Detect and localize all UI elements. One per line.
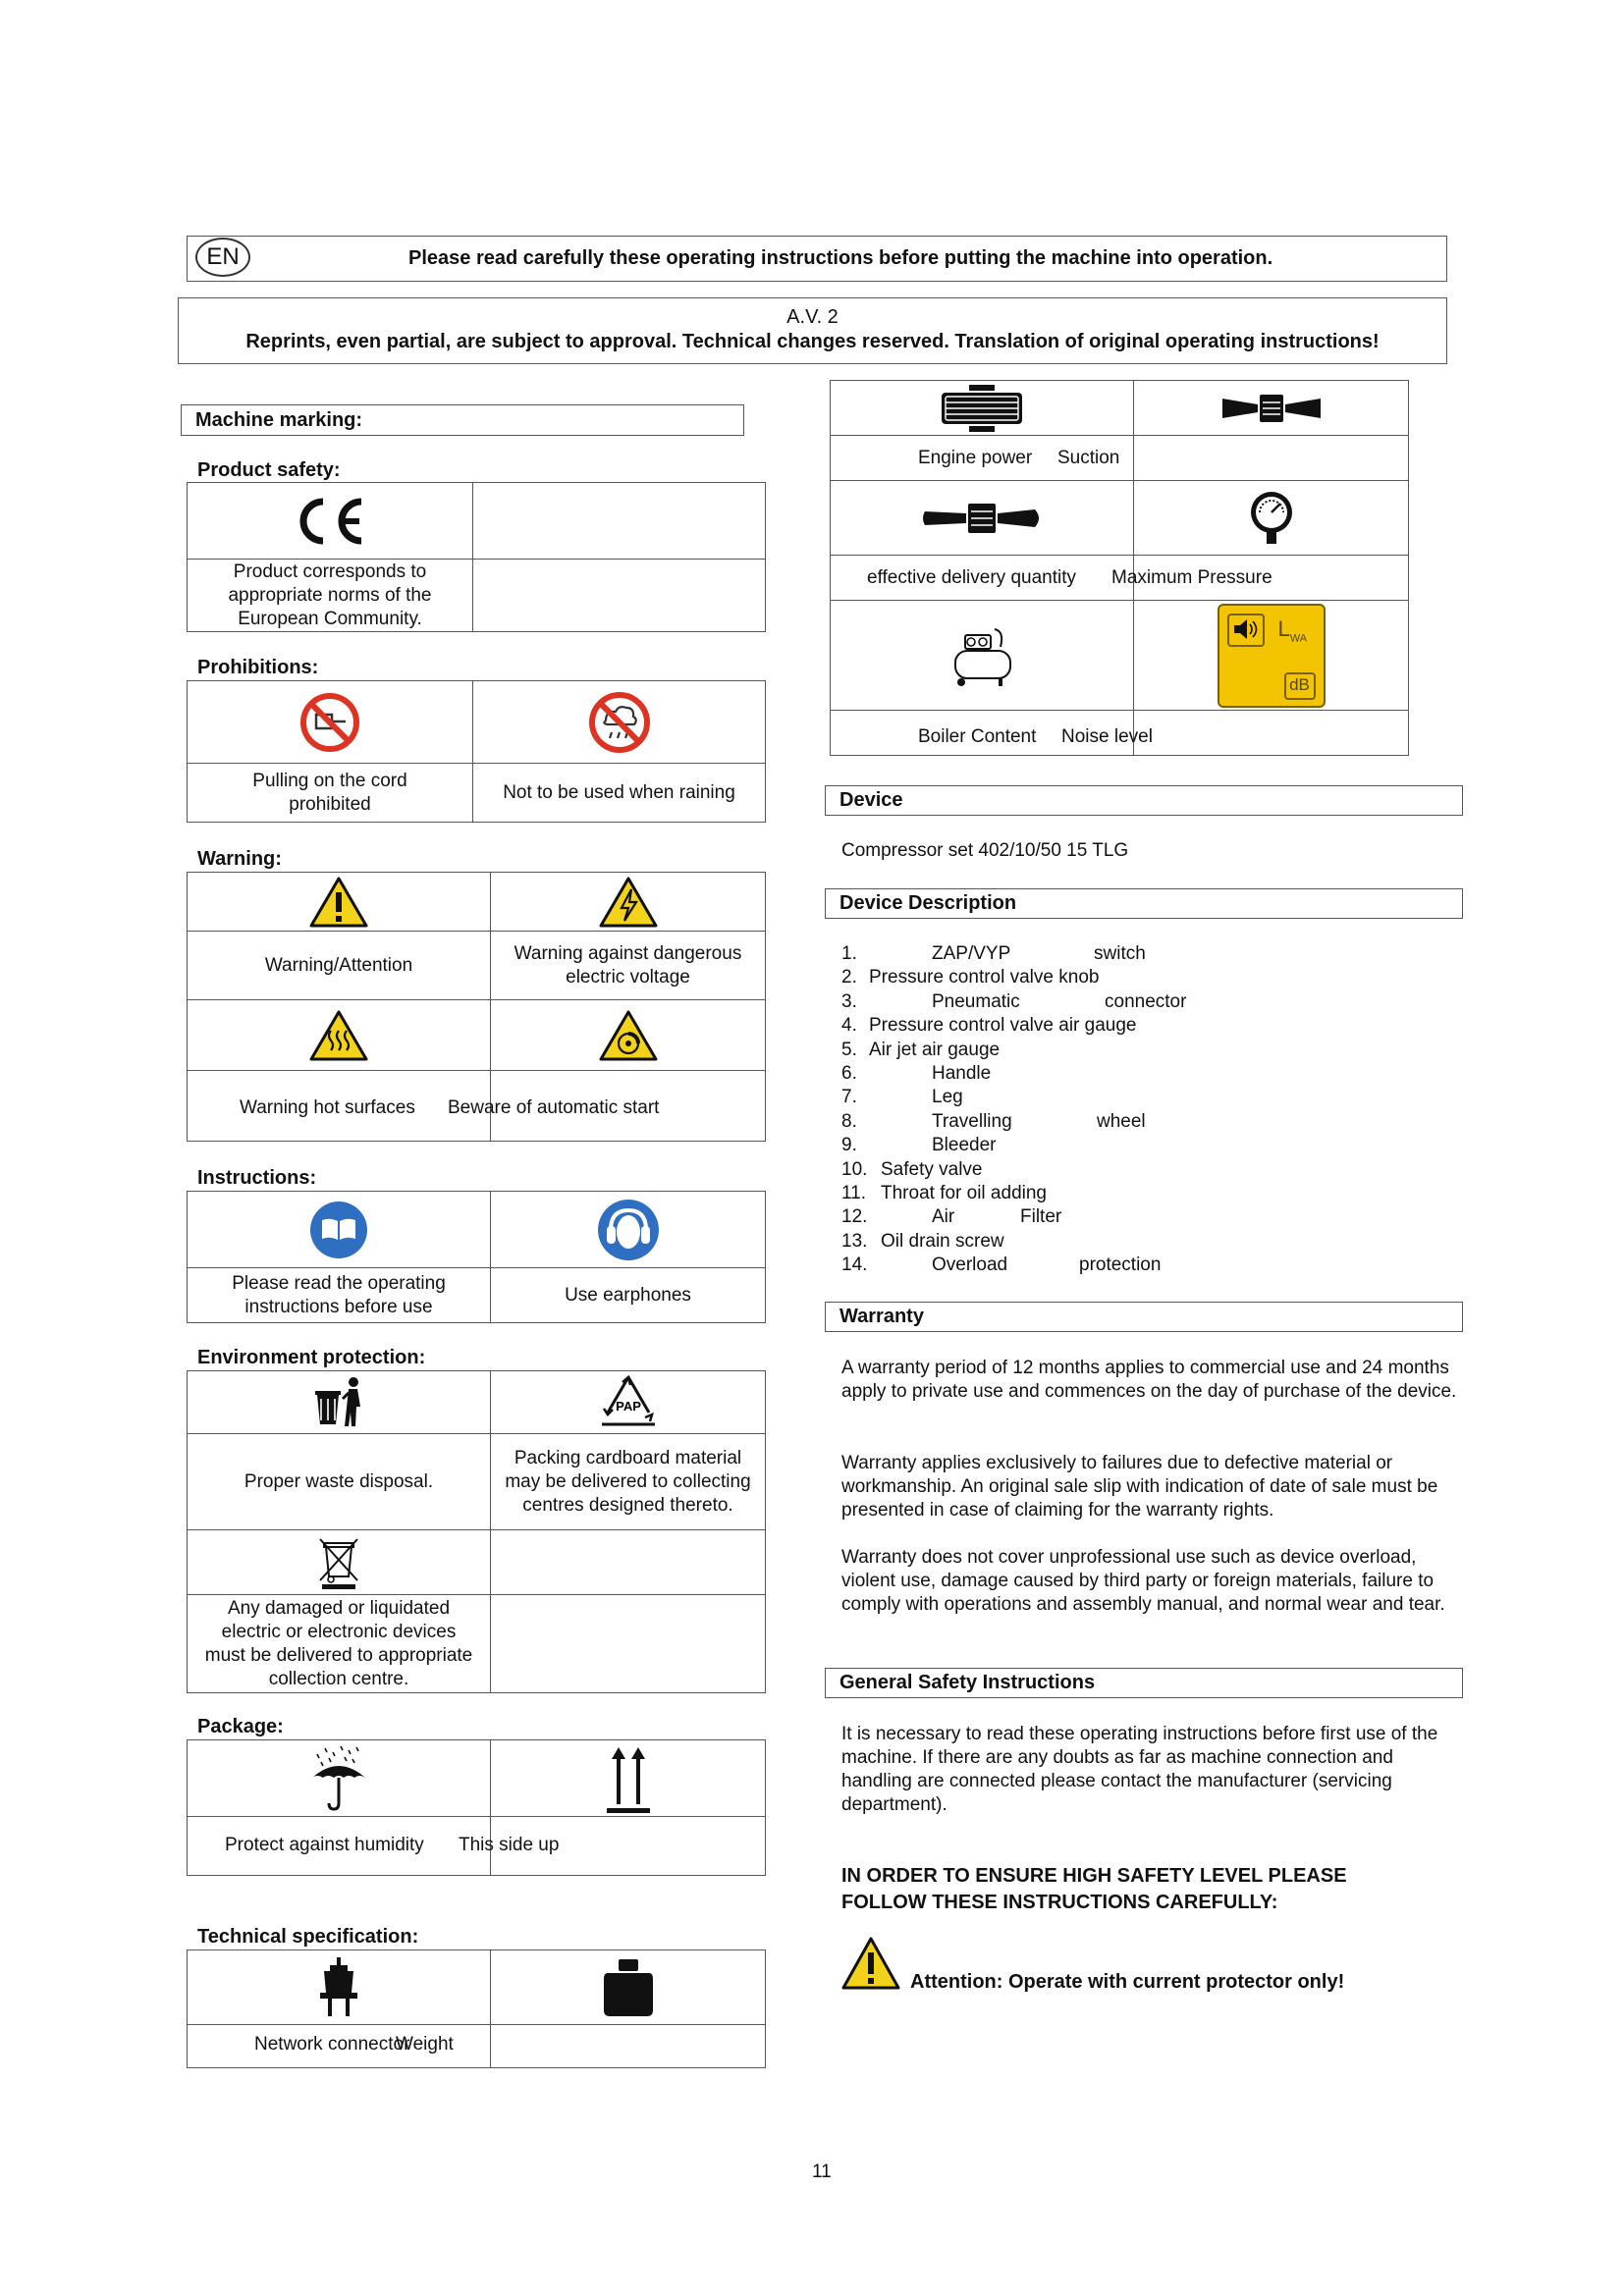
weight-icon <box>602 1957 655 2018</box>
device-part-item <box>841 1230 1431 1254</box>
ear-protection-icon <box>597 1199 660 1261</box>
plug-icon-cell <box>188 1950 491 2025</box>
noise-icon-cell <box>1134 601 1409 711</box>
attention-warning-icon <box>840 1936 901 1991</box>
environment-table <box>187 1370 766 1693</box>
ce-text: Product corresponds to appropriate norms of the European Community. <box>188 560 473 632</box>
device-description-bar: Device Description <box>825 888 1463 919</box>
device-part-name: Throat for oil adding <box>881 1182 1047 1203</box>
delivery-quantity-icon <box>923 498 1041 539</box>
electronic-text: Any damaged or liquidated electric or electronic devices must be delivered to appropriate collection centre. <box>188 1595 491 1693</box>
network-plug-icon <box>316 1957 361 2018</box>
suction-text: Suction <box>1057 448 1120 468</box>
engine-power-icon <box>940 383 1024 434</box>
device-part-name: Air jet air gauge <box>869 1039 1001 1060</box>
no-rain-icon <box>588 691 651 754</box>
device-part-name-suffix: connector <box>1105 990 1187 1012</box>
prohibitions-title: Prohibitions: <box>197 657 319 678</box>
device-part-item <box>841 1086 1431 1109</box>
boiler-tank-icon <box>947 623 1016 688</box>
pressure-gauge-icon <box>1249 491 1294 546</box>
device-part-name: Overload <box>932 1255 1008 1276</box>
read-notice: Please read carefully these operating instructions before putting the machine into operation. <box>408 247 1273 269</box>
general-safety-paragraph: It is necessary to read these operating instructions before first use of the machine. If there are any doubts as far as machine connection and handling are connected please contact the manufacturer (servicing department). <box>841 1724 1438 1815</box>
suction-icon-cell <box>1134 381 1409 436</box>
device-part-item <box>841 1134 1431 1157</box>
warranty-paragraph-3: Warranty does not cover unprofessional use such as device overload, violent use, damage caused by third party or foreign materials, failure to comply with operations and assembly manual, and normal wear and tear. <box>841 1547 1445 1615</box>
pap-label: PAP <box>615 1398 641 1414</box>
safety-caps-notice: IN ORDER TO ENSURE HIGH SAFETY LEVEL PLEASE FOLLOW THESE INSTRUCTIONS CAREFULLY: <box>841 1865 1347 1913</box>
this-side-up-icon <box>603 1741 654 1816</box>
boiler-text: Boiler Content <box>918 726 1037 747</box>
instructions-table <box>187 1191 766 1323</box>
lwa-label: $L_{WA}$ <box>1277 615 1308 644</box>
auto-start-text: Beware of automatic start <box>448 1097 660 1118</box>
reprints-notice-box <box>178 297 1447 364</box>
product-safety-table <box>187 482 766 632</box>
device-part-item <box>841 1254 1431 1277</box>
electric-voltage-icon <box>598 876 659 929</box>
weight-icon-cell <box>491 1950 766 2025</box>
product-safety-title: Product safety: <box>197 459 341 481</box>
warranty-paragraph-2: Warranty applies exclusively to failures due to defective material or workmanship. An original sale slip with indication of date of sale must be presented in case of claiming for the warranty rights. <box>841 1453 1438 1521</box>
side-up-text: This side up <box>459 1835 560 1855</box>
hot-surfaces-text: Warning hot surfaces <box>240 1097 415 1118</box>
instructions-title: Instructions: <box>197 1167 317 1189</box>
read-notice-bar <box>187 236 1447 282</box>
ce-mark-icon <box>291 492 369 551</box>
umbrella-icon <box>309 1744 368 1813</box>
machine-marking-bar: Machine marking: <box>181 404 744 436</box>
technical-title: Technical specification: <box>197 1926 419 1948</box>
device-part-item <box>841 966 1431 989</box>
device-part-name-suffix: Filter <box>1020 1206 1062 1228</box>
device-part-number: 6. <box>841 1062 857 1084</box>
device-part-number: 2. <box>841 967 857 988</box>
ce-mark-cell <box>188 483 473 560</box>
rain-text: Not to be used when raining <box>473 764 766 823</box>
device-description-list <box>841 942 1431 1277</box>
waste-icon-cell <box>188 1371 491 1434</box>
voltage-text: Warning against dangerous electric voltage <box>491 932 766 1000</box>
device-part-name: Bleeder <box>932 1135 997 1156</box>
warning-triangle-icon <box>308 876 369 929</box>
device-part-number: 7. <box>841 1087 857 1108</box>
crossed-bin-icon <box>314 1535 363 1590</box>
device-part-item <box>841 1158 1431 1182</box>
device-part-number: 10. <box>841 1158 868 1180</box>
cord-text: Pulling on the cord prohibited <box>188 764 473 823</box>
device-part-name: Air <box>932 1206 955 1228</box>
connector-text: Network connector <box>254 2034 410 2055</box>
device-part-number: 1. <box>841 943 857 964</box>
arrows-icon-cell <box>491 1740 766 1817</box>
device-part-number: 9. <box>841 1135 857 1156</box>
noise-level-icon <box>1218 604 1326 708</box>
device-bar: Device <box>825 785 1463 816</box>
lang-badge: EN <box>195 238 250 277</box>
hot-icon-cell <box>188 1000 491 1071</box>
page-number: 11 <box>812 2162 832 2182</box>
max-pressure-text: Maximum Pressure <box>1111 567 1272 588</box>
general-safety-bar: General Safety Instructions <box>825 1668 1463 1698</box>
waste-text: Proper waste disposal. <box>188 1434 491 1530</box>
device-part-name: Pressure control valve air gauge <box>869 1015 1137 1037</box>
auto-start-icon-cell <box>491 1000 766 1071</box>
earphones-text: Use earphones <box>491 1268 766 1323</box>
automatic-start-icon <box>598 1009 659 1062</box>
packing-text: Packing cardboard material may be delivered to collecting centres designed thereto. <box>491 1434 766 1530</box>
device-part-name: Oil drain screw <box>881 1230 1004 1252</box>
device-part-name: Handle <box>932 1062 992 1084</box>
device-part-number: 14. <box>841 1255 868 1276</box>
boiler-icon-cell <box>831 601 1134 711</box>
device-part-name-suffix: wheel <box>1097 1110 1146 1132</box>
device-part-item <box>841 942 1431 966</box>
pap-recycle-icon <box>596 1373 661 1432</box>
device-part-name: ZAP/VYP <box>932 943 1011 964</box>
suction-icon <box>1220 389 1323 428</box>
device-part-number: 13. <box>841 1230 868 1252</box>
device-part-item <box>841 1039 1431 1062</box>
umbrella-icon-cell <box>188 1740 491 1817</box>
av-code: A.V. 2 <box>786 306 839 328</box>
voltage-icon-cell <box>491 873 766 932</box>
device-part-item <box>841 1110 1431 1134</box>
engine-power-icon-cell <box>831 381 1134 436</box>
reprints-notice: Reprints, even partial, are subject to approval. Technical changes reserved. Translation of original operating instructions! <box>245 331 1380 352</box>
delivery-icon-cell <box>831 481 1134 556</box>
no-cord-pull-icon <box>299 692 360 753</box>
db-label: dB <box>1284 672 1316 700</box>
package-title: Package: <box>197 1716 284 1737</box>
device-part-number: 8. <box>841 1110 857 1132</box>
weee-icon-cell <box>188 1530 491 1595</box>
warning-title: Warning: <box>197 848 282 870</box>
read-instructions-text: Please read the operating instructions before use <box>188 1268 491 1323</box>
earphones-icon-cell <box>491 1192 766 1268</box>
pap-icon-cell <box>491 1371 766 1434</box>
attention-icon-cell <box>188 873 491 932</box>
device-part-name: Leg <box>932 1087 963 1108</box>
device-part-name: Pressure control valve knob <box>869 967 1100 988</box>
device-part-name-suffix: switch <box>1094 943 1146 964</box>
read-manual-icon-cell <box>188 1192 491 1268</box>
device-part-item <box>841 1014 1431 1038</box>
weight-text: Weight <box>396 2034 454 2055</box>
device-part-number: 5. <box>841 1039 857 1060</box>
warranty-paragraph-1: A warranty period of 12 months applies to commercial use and 24 months apply to private use and commences on the day of purchase of the device. <box>841 1358 1457 1402</box>
device-part-item <box>841 990 1431 1014</box>
delivery-text: effective delivery quantity <box>867 567 1076 588</box>
noise-text: Noise level <box>1061 726 1153 747</box>
device-part-number: 11. <box>841 1182 867 1203</box>
device-text: Compressor set 402/10/50 15 TLG <box>841 840 1129 861</box>
device-part-name-suffix: protection <box>1079 1255 1162 1276</box>
device-part-name: Travelling <box>932 1110 1012 1132</box>
device-part-item <box>841 1182 1431 1205</box>
pressure-gauge-icon-cell <box>1134 481 1409 556</box>
hot-surface-icon <box>308 1009 369 1062</box>
attention-text: Warning/Attention <box>188 932 491 1000</box>
device-part-number: 3. <box>841 990 857 1012</box>
no-rain-cell <box>473 681 766 764</box>
device-part-item <box>841 1062 1431 1086</box>
device-part-item <box>841 1205 1431 1229</box>
attention-current-protector: Attention: Operate with current protector only! <box>910 1971 1345 1993</box>
no-cord-pull-cell <box>188 681 473 764</box>
read-manual-icon <box>309 1201 368 1259</box>
waste-bin-icon <box>311 1373 366 1432</box>
prohibitions-table <box>187 680 766 823</box>
warranty-bar: Warranty <box>825 1302 1463 1332</box>
device-part-name: Safety valve <box>881 1158 983 1180</box>
engine-power-text: Engine power <box>918 448 1033 468</box>
device-part-name: Pneumatic <box>932 990 1020 1012</box>
humidity-text: Protect against humidity <box>225 1835 424 1855</box>
device-part-number: 4. <box>841 1015 857 1037</box>
device-part-number: 12. <box>841 1206 868 1228</box>
environment-title: Environment protection: <box>197 1347 426 1368</box>
